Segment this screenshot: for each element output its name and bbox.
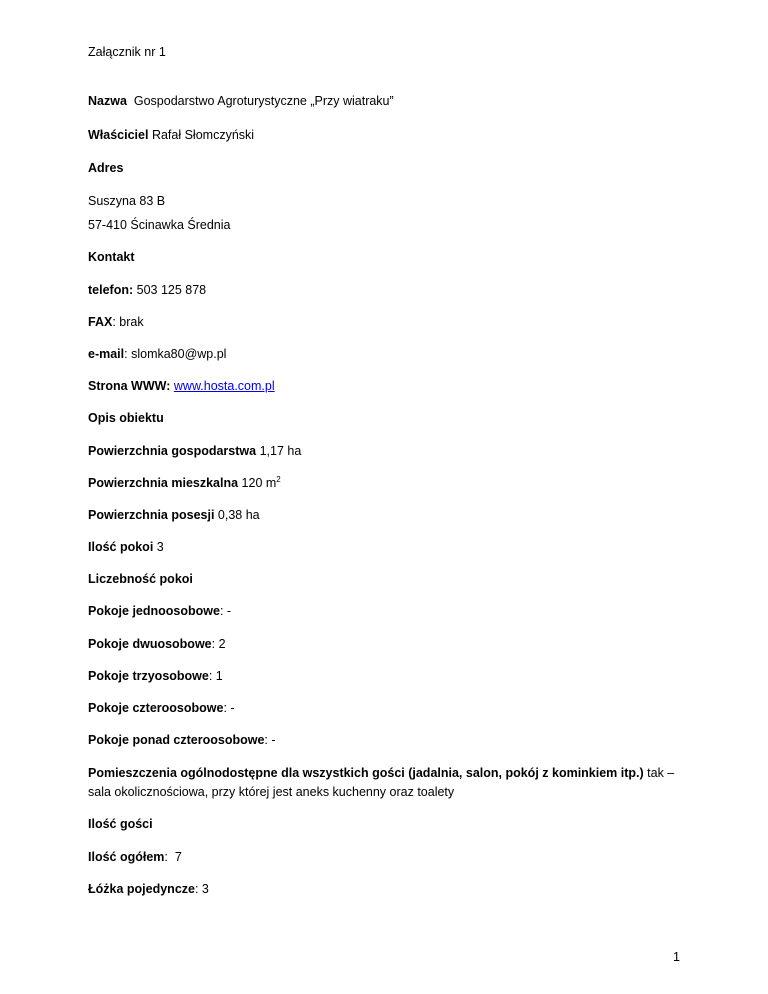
page-number: 1 xyxy=(673,950,680,964)
opis-heading: Opis obiektu xyxy=(88,411,164,425)
adres-heading: Adres xyxy=(88,161,124,175)
trzy-row xyxy=(88,668,223,684)
dwu-row xyxy=(88,636,226,652)
pow-posesji-label: Powierzchnia posesji xyxy=(88,508,215,522)
pomieszczenia-row xyxy=(88,764,688,802)
lozka-row xyxy=(88,881,209,897)
wlasciciel-row xyxy=(88,127,254,143)
ponad-label: Pokoje ponad czteroosobowe xyxy=(88,733,265,747)
pow-mieszk-sup: 2 xyxy=(276,474,281,484)
kontakt-heading: Kontakt xyxy=(88,250,135,264)
adres-line2: 57-410 Ścinawka Średnia xyxy=(88,218,231,232)
adres-line1: Suszyna 83 B xyxy=(88,194,166,208)
nazwa-row xyxy=(88,93,394,109)
jedno-value: : - xyxy=(219,604,232,618)
header-text: Załącznik nr 1 xyxy=(88,45,166,59)
lozka-value: : 3 xyxy=(194,882,209,896)
lozka-label: Łóżka pojedyncze xyxy=(88,882,195,896)
dwu-label: Pokoje dwuosobowe xyxy=(88,637,212,651)
www-row xyxy=(88,378,275,394)
pomieszczenia-label: Pomieszczenia ogólnodostępne dla wszystkich gości (jadalnia, salon, pokój z kominkiem itp.) xyxy=(88,766,644,780)
ogolem-label: Ilość ogółem xyxy=(88,850,165,864)
trzy-label: Pokoje trzyosobowe xyxy=(88,669,209,683)
pow-posesji-value: 0,38 ha xyxy=(217,508,260,522)
fax-row xyxy=(88,314,144,330)
liczebnosc-heading: Liczebność pokoi xyxy=(88,572,193,586)
pow-gosp-value: 1,17 ha xyxy=(259,444,302,458)
ogolem-row xyxy=(88,849,182,865)
ilosc-pokoi-label: Ilość pokoi xyxy=(88,540,154,554)
email-row xyxy=(88,346,226,362)
www-link[interactable]: www.hosta.com.pl xyxy=(173,379,275,393)
nazwa-value: Gospodarstwo Agroturystyczne „Przy wiatraku” xyxy=(133,94,394,108)
email-label: e-mail xyxy=(88,347,125,361)
ogolem-value: : 7 xyxy=(164,850,182,864)
pow-mieszk-row xyxy=(88,475,281,491)
ilosc-pokoi-value: 3 xyxy=(156,540,164,554)
jedno-row xyxy=(88,603,231,619)
wlasciciel-value: Rafał Słomczyński xyxy=(151,128,255,142)
nazwa-label: Nazwa xyxy=(88,94,127,108)
fax-value: : brak xyxy=(112,315,144,329)
pow-mieszk-label: Powierzchnia mieszkalna xyxy=(88,476,239,490)
ilosc-pokoi-row xyxy=(88,539,164,555)
email-value: : slomka80@wp.pl xyxy=(124,347,227,361)
dwu-value: : 2 xyxy=(211,637,226,651)
ponad-value: : - xyxy=(264,733,276,747)
telefon-value: 503 125 878 xyxy=(136,283,207,297)
pomieszczenia-value: tak – sala okolicznościowa, przy której jest aneks kuchenny oraz toalety xyxy=(88,766,675,799)
trzy-value: : 1 xyxy=(208,669,223,683)
telefon-row xyxy=(88,282,206,298)
www-label: Strona WWW: xyxy=(88,379,171,393)
telefon-label: telefon: xyxy=(88,283,134,297)
pow-gosp-label: Powierzchnia gospodarstwa xyxy=(88,444,257,458)
cztero-label: Pokoje czteroosobowe xyxy=(88,701,224,715)
cztero-row xyxy=(88,700,235,716)
jedno-label: Pokoje jednoosobowe xyxy=(88,604,220,618)
wlasciciel-label: Właściciel xyxy=(88,128,149,142)
ponad-row xyxy=(88,732,276,748)
ilosc-gosci-heading: Ilość gości xyxy=(88,817,153,831)
fax-label: FAX xyxy=(88,315,113,329)
pow-gosp-row xyxy=(88,443,301,459)
cztero-value: : - xyxy=(223,701,235,715)
pow-mieszk-value: 120 m xyxy=(241,476,277,490)
pow-posesji-row xyxy=(88,507,260,523)
